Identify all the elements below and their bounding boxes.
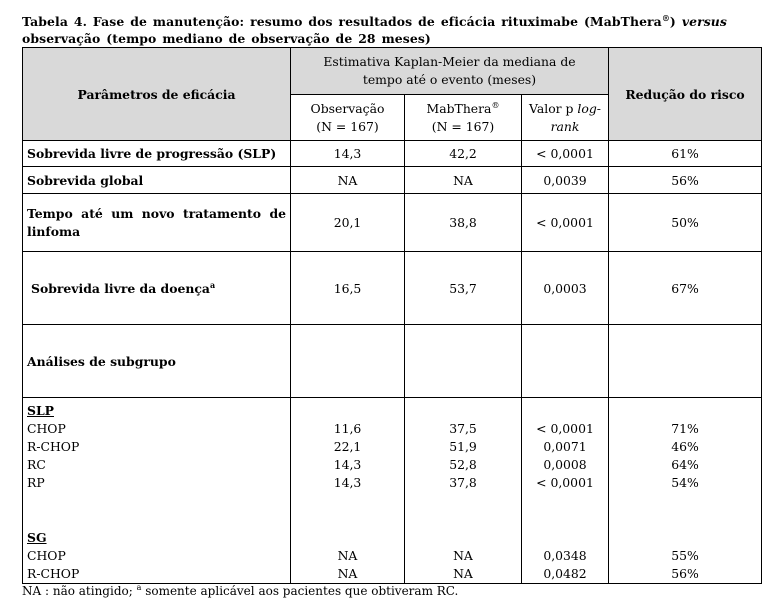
- sg-obs: NA: [337, 548, 358, 563]
- row-label: Tempo até um novo tratamento de linfoma: [23, 194, 291, 252]
- row-label-text: Sobrevida livre da doença: [31, 280, 210, 296]
- header-mab-reg: ®: [491, 100, 500, 110]
- table-caption: [22, 13, 762, 47]
- sg-risk: 56%: [671, 566, 699, 581]
- slp-label: RC: [27, 457, 46, 472]
- slp-label: R-CHOP: [27, 439, 80, 454]
- footnote-marker: a: [209, 279, 216, 290]
- subgroup-risk: [609, 398, 762, 584]
- sg-mab: NA: [453, 548, 473, 563]
- subgroup-labels: [23, 398, 291, 584]
- row-label: Sobrevida global: [23, 167, 291, 194]
- table-footnote: [22, 584, 458, 598]
- slp-mab: 37,8: [449, 475, 477, 490]
- cell-obs: 20,1: [291, 194, 405, 252]
- header-mab-line1: MabThera: [426, 100, 492, 116]
- slp-risk: 54%: [671, 475, 699, 490]
- cell-p: 0,0039: [522, 167, 609, 194]
- slp-obs: 22,1: [333, 439, 362, 454]
- cell-obs: 16,5: [291, 252, 405, 325]
- caption-text-2: ): [669, 14, 682, 29]
- header-mab-line2: (N = 167): [431, 118, 495, 134]
- slp-obs: 14,3: [333, 457, 362, 472]
- cell-mab: 53,7: [405, 252, 522, 325]
- sg-p: 0,0348: [543, 548, 587, 563]
- efficacy-table: [22, 47, 762, 584]
- subgroup-row: [23, 398, 762, 584]
- registered-mark: ®: [661, 12, 670, 23]
- footnote-marker: a: [136, 583, 142, 592]
- cell-p: [522, 325, 609, 398]
- caption-text-3: observação (tempo mediano de observação de 28 meses): [22, 31, 431, 46]
- caption-versus: versus: [681, 14, 727, 29]
- header-obs-line2: (N = 167): [316, 118, 379, 134]
- slp-p: 0,0071: [543, 439, 587, 454]
- header-p-logrank: log-: [577, 100, 601, 116]
- slp-label: CHOP: [27, 421, 66, 436]
- header-obs-line1: Observação: [310, 100, 385, 116]
- slp-obs: 11,6: [333, 421, 362, 436]
- cell-p: < 0,0001: [522, 194, 609, 252]
- cell-mab: NA: [405, 167, 522, 194]
- subgroup-obs: [291, 398, 405, 584]
- table-row: [23, 252, 762, 325]
- slp-title: SLP: [27, 403, 54, 418]
- row-label: Análises de subgrupo: [23, 325, 291, 398]
- cell-obs: 14,3: [291, 141, 405, 167]
- footnote-text-2: somente aplicável aos pacientes que obtiveram RC.: [141, 584, 459, 598]
- row-label: [23, 252, 291, 325]
- slp-mab: 51,9: [449, 439, 477, 454]
- table-row: [23, 325, 762, 398]
- slp-obs: 14,3: [333, 475, 362, 490]
- cell-p: 0,0003: [522, 252, 609, 325]
- row-label: Sobrevida livre de progressão (SLP): [23, 141, 291, 167]
- cell-mab: [405, 325, 522, 398]
- header-p-rank: rank: [550, 118, 580, 134]
- footnote-text: NA : não atingido;: [22, 584, 137, 598]
- header-p-line1: Valor p: [529, 100, 578, 116]
- slp-label: RP: [27, 475, 45, 490]
- header-params: Parâmetros de eficácia: [23, 48, 291, 141]
- slp-risk: 46%: [671, 439, 699, 454]
- header-pvalue: [522, 95, 609, 141]
- subgroup-p: [522, 398, 609, 584]
- sg-p: 0,0482: [543, 566, 587, 581]
- cell-mab: 42,2: [405, 141, 522, 167]
- slp-risk: 64%: [671, 457, 699, 472]
- header-kaplan: Estimativa Kaplan-Meier da mediana de tempo até o evento (meses): [291, 48, 609, 95]
- header-mab: [405, 95, 522, 141]
- cell-p: < 0,0001: [522, 141, 609, 167]
- sg-obs: NA: [337, 566, 358, 581]
- cell-risk: 50%: [609, 194, 762, 252]
- slp-p: < 0,0001: [536, 421, 594, 436]
- header-risk: Redução do risco: [609, 48, 762, 141]
- slp-p: 0,0008: [543, 457, 587, 472]
- table-row: [23, 167, 762, 194]
- table-row: [23, 194, 762, 252]
- sg-title: SG: [27, 530, 47, 545]
- sg-mab: NA: [453, 566, 473, 581]
- slp-p: < 0,0001: [536, 475, 594, 490]
- header-obs: [291, 95, 405, 141]
- subgroup-mab: [405, 398, 522, 584]
- slp-risk: 71%: [671, 421, 699, 436]
- cell-risk: 56%: [609, 167, 762, 194]
- cell-risk: [609, 325, 762, 398]
- sg-risk: 55%: [671, 548, 699, 563]
- sg-label: R-CHOP: [27, 566, 80, 581]
- slp-mab: 37,5: [449, 421, 477, 436]
- cell-obs: NA: [291, 167, 405, 194]
- slp-mab: 52,8: [449, 457, 477, 472]
- cell-obs: [291, 325, 405, 398]
- caption-text: Tabela 4. Fase de manutenção: resumo dos resultados de eficácia rituximabe (MabThera: [22, 14, 662, 29]
- cell-risk: 67%: [609, 252, 762, 325]
- table-row: [23, 141, 762, 167]
- sg-label: CHOP: [27, 548, 66, 563]
- cell-mab: 38,8: [405, 194, 522, 252]
- cell-risk: 61%: [609, 141, 762, 167]
